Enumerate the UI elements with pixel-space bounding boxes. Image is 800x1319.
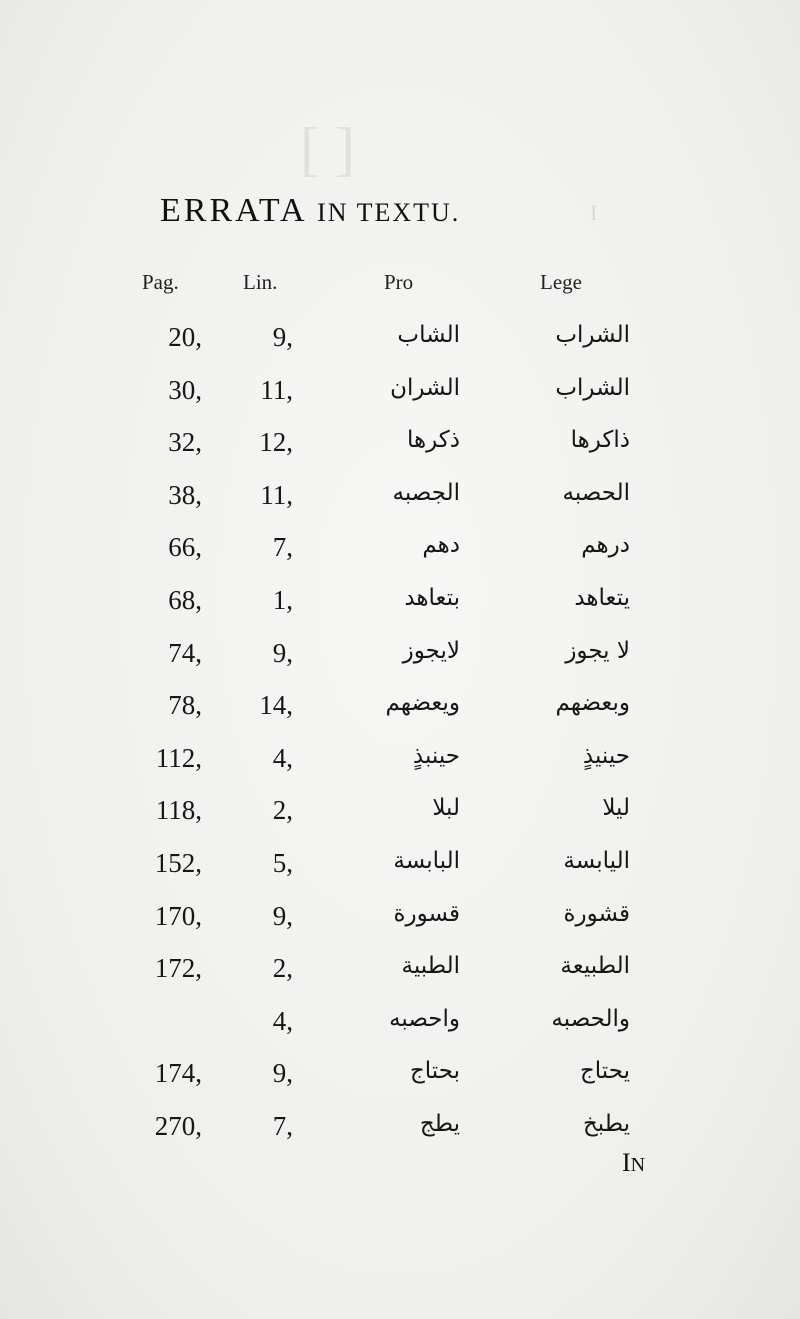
row-wrong: لايجوز — [402, 637, 460, 664]
errata-row — [0, 1058, 800, 1108]
row-right: اليابسة — [563, 848, 630, 874]
row-right: الحصبه — [562, 479, 630, 506]
catchword — [622, 1148, 645, 1178]
row-wrong: يطج — [419, 1111, 460, 1137]
row-wrong: ويعضهم — [385, 690, 460, 717]
row-line: 9, — [272, 900, 293, 931]
header-right: Lege — [540, 270, 582, 294]
row-line: 5, — [272, 848, 293, 878]
errata-row — [0, 743, 800, 793]
errata-row — [0, 375, 800, 425]
row-line: 14, — [259, 690, 293, 721]
row-line: 12, — [259, 427, 293, 458]
row-wrong: دهم — [422, 532, 460, 559]
row-line: 11, — [260, 479, 293, 510]
row-line: 9, — [272, 1058, 293, 1089]
row-page: 66, — [168, 532, 202, 563]
row-page: 174, — [154, 1058, 202, 1089]
header-line: Lin. — [243, 270, 278, 294]
row-page: 172, — [154, 953, 202, 984]
row-line: 9, — [272, 637, 293, 668]
errata-row — [0, 427, 800, 477]
row-wrong: قسورة — [393, 900, 460, 927]
row-right: الطبيعة — [560, 953, 630, 980]
errata-row — [0, 585, 800, 635]
row-line: 4, — [272, 1005, 293, 1036]
row-wrong: ذكرها — [406, 427, 460, 454]
errata-row — [0, 953, 800, 1003]
row-right: الشراب — [555, 374, 630, 401]
title-main: ERRATA — [160, 192, 306, 229]
errata-row — [0, 1006, 800, 1056]
row-wrong: الشران — [390, 374, 460, 401]
page-title — [160, 192, 460, 230]
row-wrong: الجصبه — [392, 479, 460, 506]
row-right: يحتاج — [579, 1058, 630, 1085]
errata-row — [0, 532, 800, 582]
errata-row — [0, 480, 800, 530]
errata-row — [0, 638, 800, 688]
row-right: ليلا — [602, 795, 630, 822]
header-wrong: Pro — [384, 270, 414, 294]
row-page: 112, — [155, 742, 202, 773]
row-page: 152, — [154, 848, 202, 878]
show-through-text: I — [590, 200, 598, 225]
catchword-rest: N — [630, 1154, 646, 1176]
row-right: الشراب — [555, 322, 630, 348]
row-right: ذاكرها — [570, 427, 630, 454]
row-wrong: حينبذٍ — [412, 742, 460, 769]
row-line: 1, — [272, 585, 293, 615]
errata-row — [0, 1111, 800, 1161]
row-wrong: بتعاهد — [404, 585, 460, 611]
row-page: 30, — [168, 374, 202, 405]
row-page: 20, — [168, 322, 202, 352]
row-line: 4, — [272, 742, 293, 773]
title-subtitle: IN TEXTU. — [317, 198, 461, 227]
row-page: 68, — [168, 585, 202, 615]
row-right: وبعضهم — [555, 690, 630, 717]
errata-row — [0, 690, 800, 740]
row-right: يطبخ — [582, 1111, 630, 1137]
row-wrong: لبلا — [432, 795, 460, 822]
header-page: Pag. — [142, 270, 179, 294]
row-line: 9, — [272, 322, 293, 352]
catchword-initial: I — [622, 1148, 631, 1177]
row-right: حينيذٍ — [582, 742, 630, 769]
row-wrong: بحتاج — [409, 1058, 460, 1085]
row-line: 7, — [272, 532, 293, 563]
row-right: قشورة — [563, 900, 630, 927]
row-wrong: البابسة — [393, 848, 460, 874]
row-page: 118, — [155, 795, 202, 826]
errata-row — [0, 322, 800, 372]
row-line: 2, — [272, 795, 293, 826]
row-right: لا يجوز — [565, 637, 630, 664]
row-page: 78, — [168, 690, 202, 721]
row-right: والحصبه — [551, 1005, 630, 1032]
row-right: درهم — [581, 532, 630, 559]
row-right: يتعاهد — [574, 585, 630, 611]
row-wrong: الشاب — [397, 322, 460, 348]
row-page: 38, — [168, 479, 202, 510]
row-line: 11, — [260, 374, 293, 405]
row-line: 7, — [272, 1111, 293, 1141]
errata-row — [0, 901, 800, 951]
row-page: 74, — [168, 637, 202, 668]
row-line: 2, — [272, 953, 293, 984]
show-through-text: [ ] — [300, 116, 355, 182]
row-wrong: الطبية — [401, 953, 460, 980]
errata-row — [0, 795, 800, 845]
errata-row — [0, 848, 800, 898]
row-page: 32, — [168, 427, 202, 458]
row-wrong: واحصبه — [389, 1005, 460, 1032]
row-page: 170, — [154, 900, 202, 931]
row-page: 270, — [154, 1111, 202, 1141]
